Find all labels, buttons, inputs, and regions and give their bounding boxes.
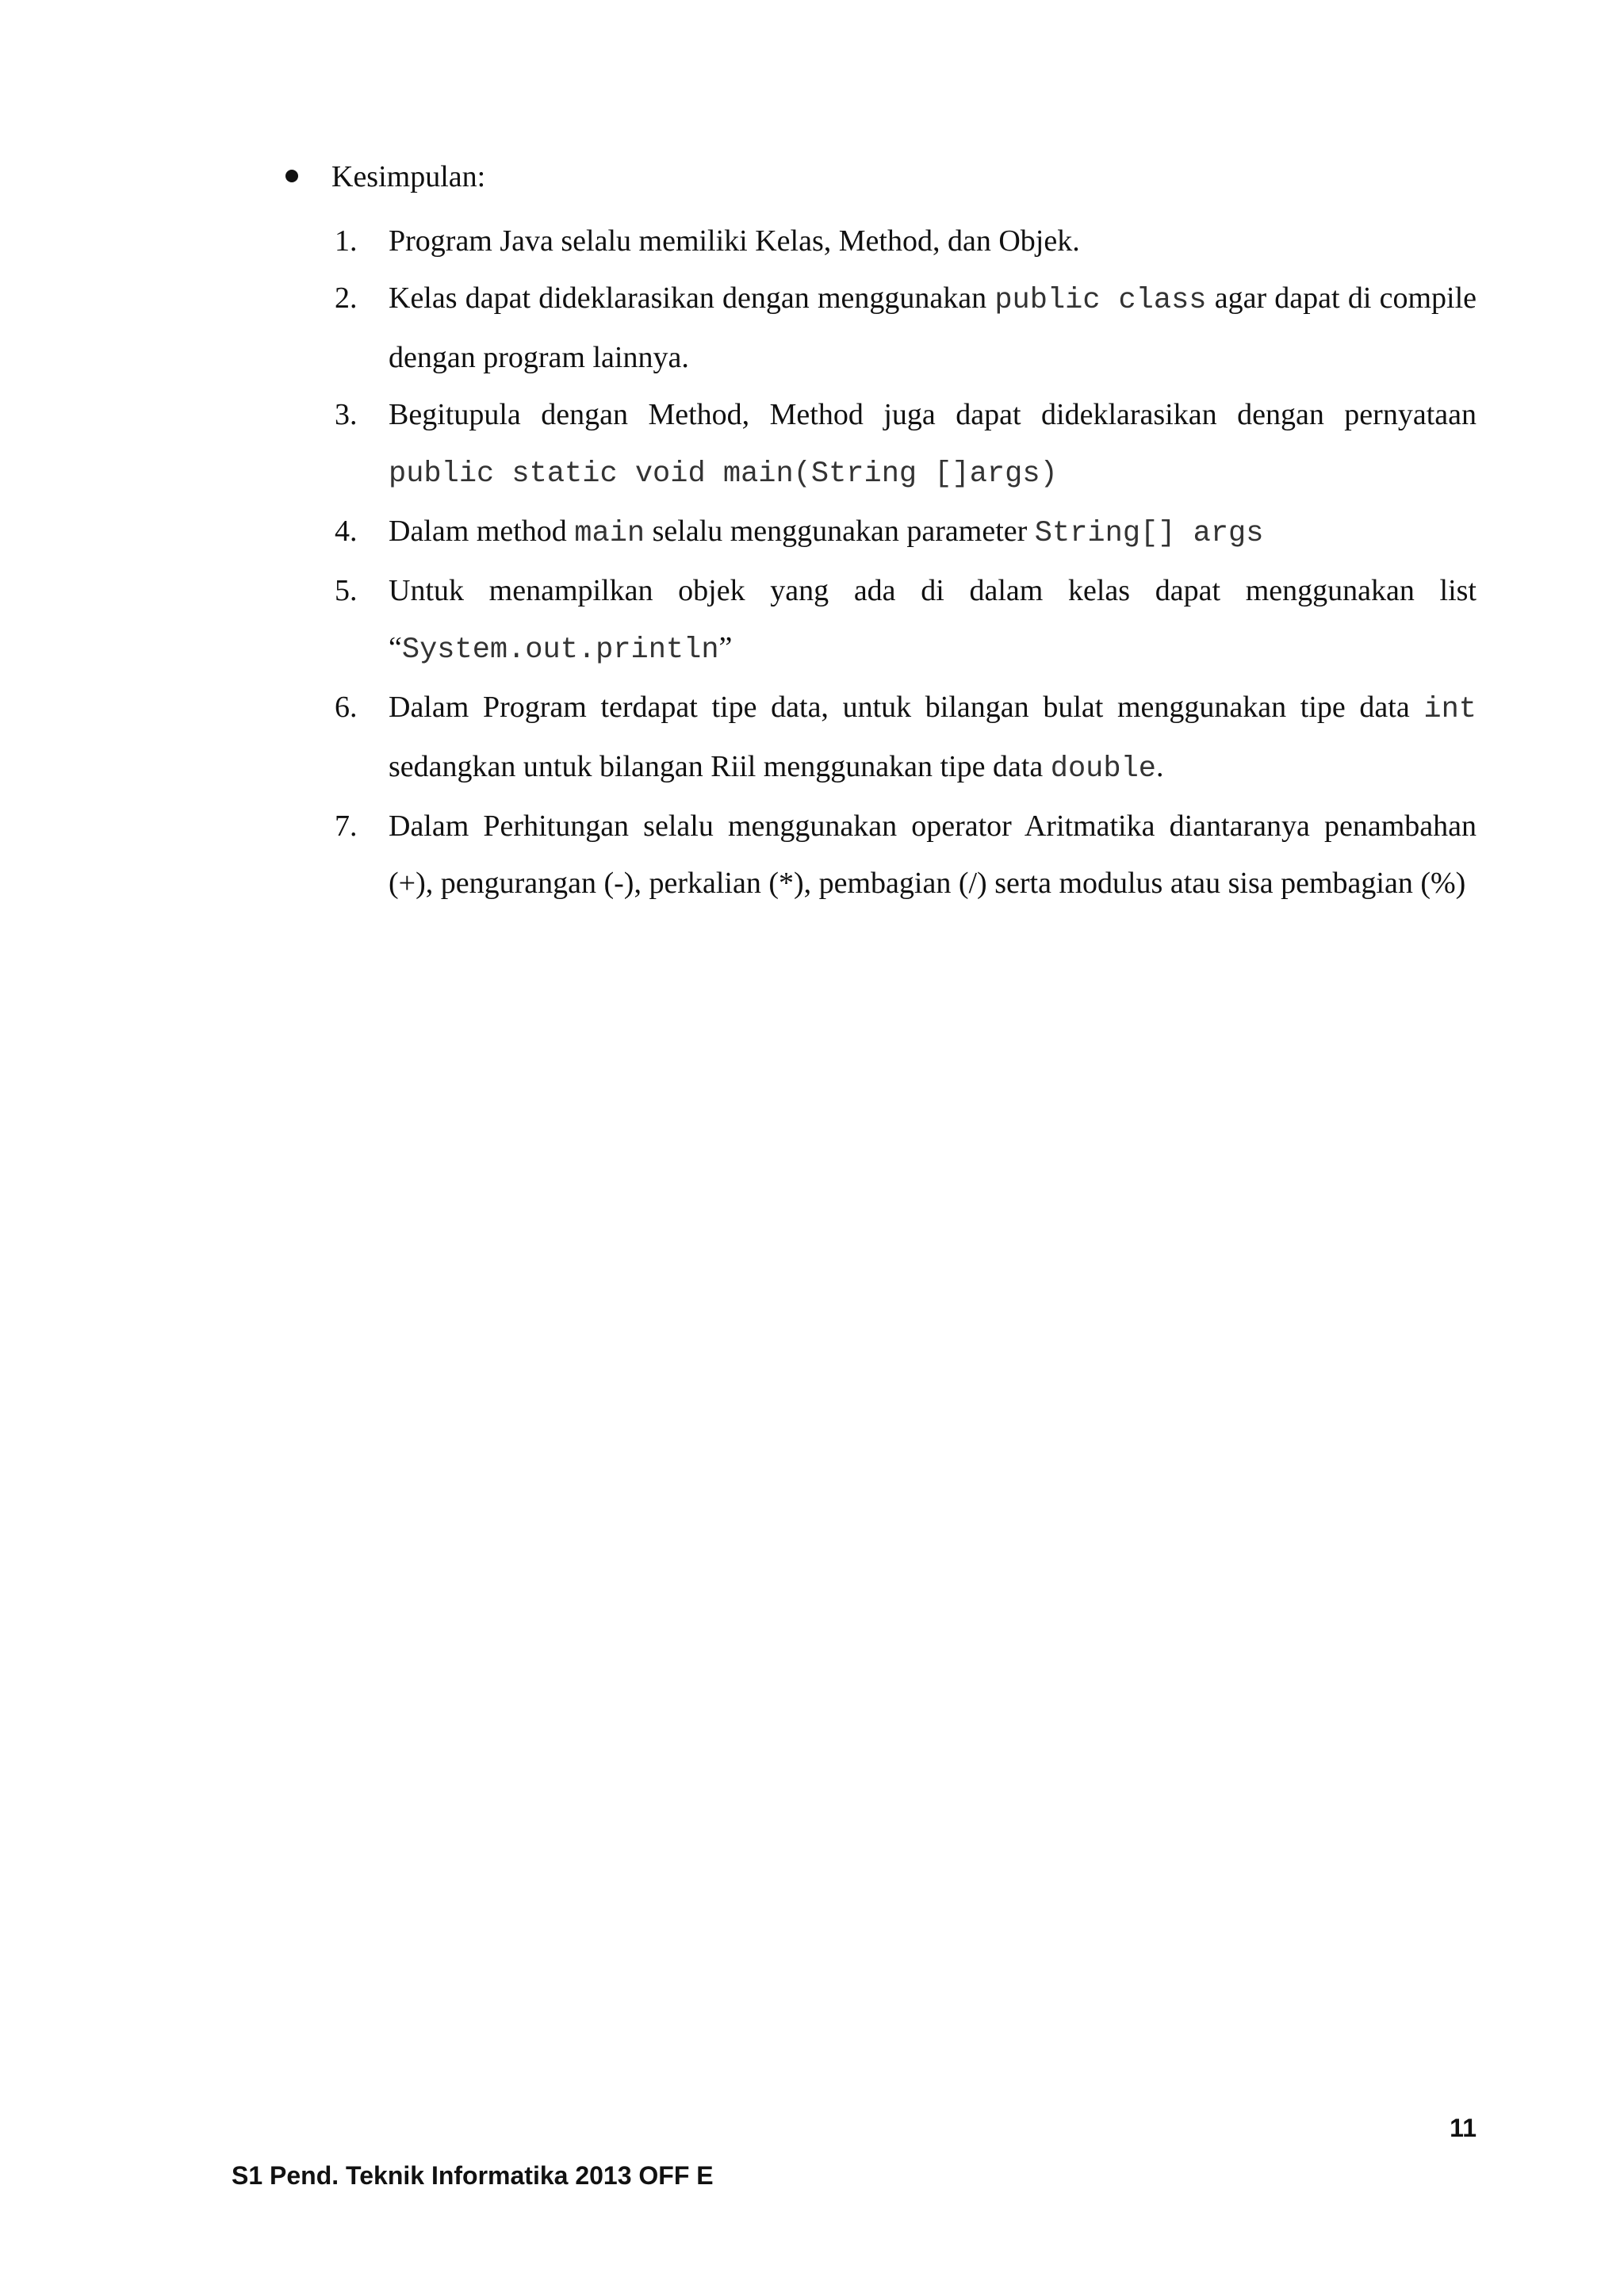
list-number: 3.: [335, 398, 358, 431]
footer-text: S1 Pend. Teknik Informatika 2013 OFF E: [232, 2161, 714, 2190]
list-number: 2.: [335, 281, 358, 315]
item-text: agar dapat di compile dengan program lainnya.: [389, 281, 1477, 374]
list-number: 7.: [335, 809, 358, 843]
item-text: Dalam Program terdapat tipe data, untuk bilangan bulat menggunakan tipe data: [389, 691, 1424, 724]
code-snippet: String[] args: [1034, 517, 1264, 550]
code-snippet: int: [1423, 693, 1477, 726]
code-snippet: double: [1050, 752, 1156, 786]
list-number: 1.: [335, 224, 358, 258]
code-snippet: System.out.println: [401, 633, 719, 667]
item-text: ”: [718, 631, 733, 664]
item-text: Program Java selalu memiliki Kelas, Method, dan Objek.: [389, 224, 1080, 258]
item-text: .: [1155, 750, 1164, 783]
code-snippet: public static void main(String []args): [389, 457, 1058, 491]
list-item: [271, 679, 1477, 798]
item-text: Begitupula dengan Method, Method juga dapat dideklarasikan dengan pernyataan: [389, 398, 1477, 431]
code-snippet: main: [574, 517, 645, 550]
code-snippet: public class: [994, 284, 1207, 317]
conclusion-heading: [271, 155, 1477, 212]
item-text: Dalam method: [389, 515, 575, 548]
list-item: [271, 562, 1477, 679]
list-number: 4.: [335, 515, 358, 548]
document-body: [271, 155, 1477, 912]
heading-text: Kesimpulan:: [331, 160, 486, 193]
list-item: [271, 270, 1477, 386]
list-number: 5.: [335, 574, 358, 607]
item-text: selalu menggunakan parameter: [645, 515, 1035, 548]
list-number: 6.: [335, 691, 358, 724]
bullet-icon: [285, 170, 298, 182]
item-text: Dalam Perhitungan selalu menggunakan operator Aritmatika diantaranya penambahan (+), pengurangan (-), perkalian (*), pembagian (/) serta modulus atau sisa pembagian (%): [389, 809, 1477, 900]
item-text: Kelas dapat dideklarasikan dengan menggunakan: [389, 281, 995, 315]
list-item: [271, 386, 1477, 503]
page-number: 11: [1450, 2114, 1477, 2142]
list-item: [271, 798, 1477, 912]
item-text: Untuk menampilkan objek yang ada di dalam kelas dapat menggunakan list “: [389, 574, 1477, 664]
item-text: sedangkan untuk bilangan Riil menggunakan tipe data: [389, 750, 1051, 783]
list-item: [271, 503, 1477, 562]
list-item: [271, 212, 1477, 270]
conclusion-list: [271, 212, 1477, 912]
